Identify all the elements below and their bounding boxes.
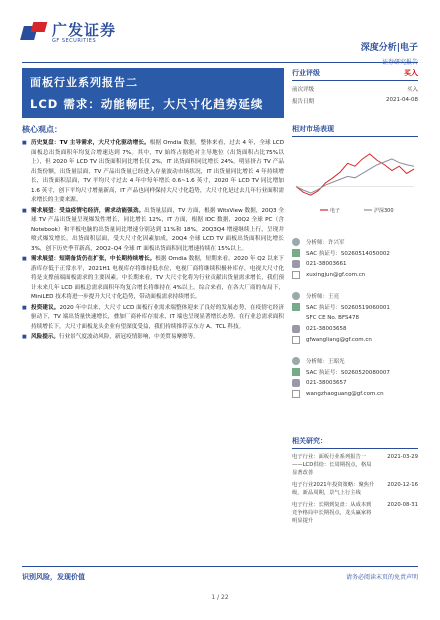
core-bullet: ■ 历史复盘：TV 主导需求，大尺寸化驱动增长。根据 Omdia 数据，整体来看，过去 4 年，全球 LCD 面板总出货面积年均复合增速达到 7%。其中，TV 始终占据绝对主导地位（出货面积占比75%以上），但 2020 年 LCD TV 出货面积同比增长仅 2%，IT 出货面积同比增长 24%。明显挤占 TV 产品出货份额，出货量层面，TV 产品出货量已经进入存量波动市场状况，IT 出货量同比增长 4 年持续增长，出货面积层面，TV 平均尺寸过去 4 年中每年增长 0.6~1.6 英寸，2020 年 LCD TV 同比增加 1.6 英寸，创下平均尺寸增量新高，IT 产品也同样保持大尺寸化趋势，大尺寸化是过去几年行业面积需求增长的主要来源。 [22,139,284,206]
analyst-card: 分析师： 许兴军 SAC 执证号：S0260514050002 021-38003661 xuxingjun@gf.com.cn [292,236,418,280]
person-icon [292,238,300,246]
rating-label: 行业评级 [292,69,320,77]
rating-value: 买入 [404,69,418,77]
related-title: 相关研究： [292,436,418,449]
report-date-value: 2021-04-08 [386,97,418,103]
phone-icon [292,325,300,333]
analyst-name: 许兴军 [328,239,345,246]
analyst-sac: SAC 执证号：S0260514050002 [306,250,390,257]
prev-rating-label: 前次评级 [292,87,315,93]
series-line-1 [296,159,414,193]
logo-cn-text: 广发证券 [52,21,117,39]
analyst-email[interactable]: xuxingjun@gf.com.cn [306,271,366,278]
performance-svg [292,137,418,217]
analyst-email[interactable]: gfwangliang@gf.com.cn [306,336,372,343]
header-divider [22,62,418,63]
report-date-label: 报告日期 [292,99,315,105]
report-category: 深度分析|电子 [360,43,418,53]
person-icon [292,357,300,365]
person-icon [292,292,300,300]
related-item[interactable]: 电子行业：面板行业系列报告一——LCD供给：长周期拐点，格局显著改善 2021-03-29 [292,454,418,476]
rating-panel [292,68,418,105]
logo-mark-icon [22,22,48,44]
mail-icon [292,271,300,279]
analyst-sac: SAC 执证号：S0260519060001 [306,304,390,311]
core-title: 核心观点： [22,125,62,134]
core-bullet: ■ 需求展望：短期备货仍在扩张，中长期持续增长。根据 Omdia 数据，短期来看，2020 年 Q2 以来下游库存低于正常水平，2021H1 电视库存将维持低水位，电视厂商将继续积极补库存，电视大尺寸化将是支撑前端面板需求的主要因素。中长期来看，TV 大尺寸化将为行业贡献出货量需求增长，我们预计未来几年 LCD 面板总需求面积年均复合增长将维持在 4%以上。综合来看，在各大厂商的布局下，MiniLED 技术将进一步提升大尺寸化趋势，带动面板需求持续增长。 [22,255,284,303]
report-title: LCD 需求：动能畅旺，大尺寸化趋势延续 [30,97,264,111]
core-bullet: ■ 风险提示。行业景气度波动风险，新冠疫情影响，中美贸易摩擦等。 [22,333,284,343]
analyst-card: 分析师： 王亮 SAC 执证号：S0260519060001 SFC CE No. BFS478 021-38003658 gfwangliang@gf.com.cn [292,290,418,345]
footer-slogan: 识别风险，发现价值 [22,573,85,581]
legend-label: 电子 [330,208,341,214]
analyst-phone: 021-38003657 [306,379,347,386]
analyst-sfc: SFC CE No. BFS478 [306,314,360,321]
analyst-phone: 021-38003658 [306,325,347,332]
logo-en-text: GF SECURITIES [52,38,97,44]
core-views [22,124,284,344]
prev-rating-value: 买入 [406,87,418,93]
related-item[interactable]: 电子行业：长期到复盘：从成本到竞争格局中长期拐点，龙头赢家将明显提升 2020-08-31 [292,502,418,524]
series-line-0 [296,154,414,195]
analyst-sac: SAC 执证号：S0260520080007 [306,369,390,376]
core-bullet: ■ 需求展望：受益疫情宅经济，需求动能强劲。出货量层面，TV 方面，根据 WitsView 数据，20Q3 全球 TV 产品出货量呈现爆发性增长，同比增长 12%，IT 方面，根据 IDC 数据，20Q2 全球 PC（含 Notebook）和平板电脑的出货量同比增速分别达到 11%和 18%，20Q3Q4 增速继续上行，呈现井喷式爆发增长。出货面积层面，受大尺寸化因素加成，20Q4 全球 LCD TV 面板出货面积同比增长 3%，创下历史季节新高，20Q2–Q4 全球 IT 面板出货面积同比增速持续在 15%以上。 [22,207,284,255]
chart-title: 相对市场表现 [292,124,418,137]
analyst-name: 王亮 [328,293,340,300]
report-series: 面板行业系列报告二 [30,76,138,89]
related-item[interactable]: 电子行业2021年投资策略：聚焦升级，新品周期，景气上行主线 2020-12-16 [292,482,418,496]
page-header [0,0,440,64]
title-banner [22,68,284,118]
relative-performance-chart [292,124,418,224]
analyst-phone: 021-38003661 [306,260,347,267]
certificate-icon [292,368,300,376]
footer-divider [22,566,418,567]
phone-icon [292,379,300,387]
analyst-email[interactable]: wangzhaoguang@gf.com.cn [306,390,384,397]
analyst-name: 王昭光 [328,358,345,365]
analyst-card: 分析师： 王昭光 SAC 执证号：S0260520080007 021-38003657 wangzhaoguang@gf.com.cn [292,355,418,399]
related-research [292,436,418,525]
mail-icon [292,390,300,398]
certificate-icon [292,303,300,311]
analyst-list [292,236,418,409]
company-logo [22,22,116,44]
mail-icon [292,336,300,344]
legend-label: 沪深300 [374,208,394,214]
phone-icon [292,260,300,268]
footer-disclaimer: 请务必阅读末页的免责声明 [345,574,418,581]
page-number: 1 / 22 [211,594,229,601]
certificate-icon [292,249,300,257]
core-bullet: ■ 投资建议。2020 年中以来，大尺寸 LCD 面板行业需求端整体迎来了良好的发展态势，在疫情宅经济驱动下，TV 端出货量快速增长，叠加厂商补库存需求，IT 端也呈现显著增长态势。在行业总需求面积持续增长下，大尺寸面板龙头企业有望深度受益，我们持续推荐京东方 A、TCL 科技。 [22,304,284,333]
